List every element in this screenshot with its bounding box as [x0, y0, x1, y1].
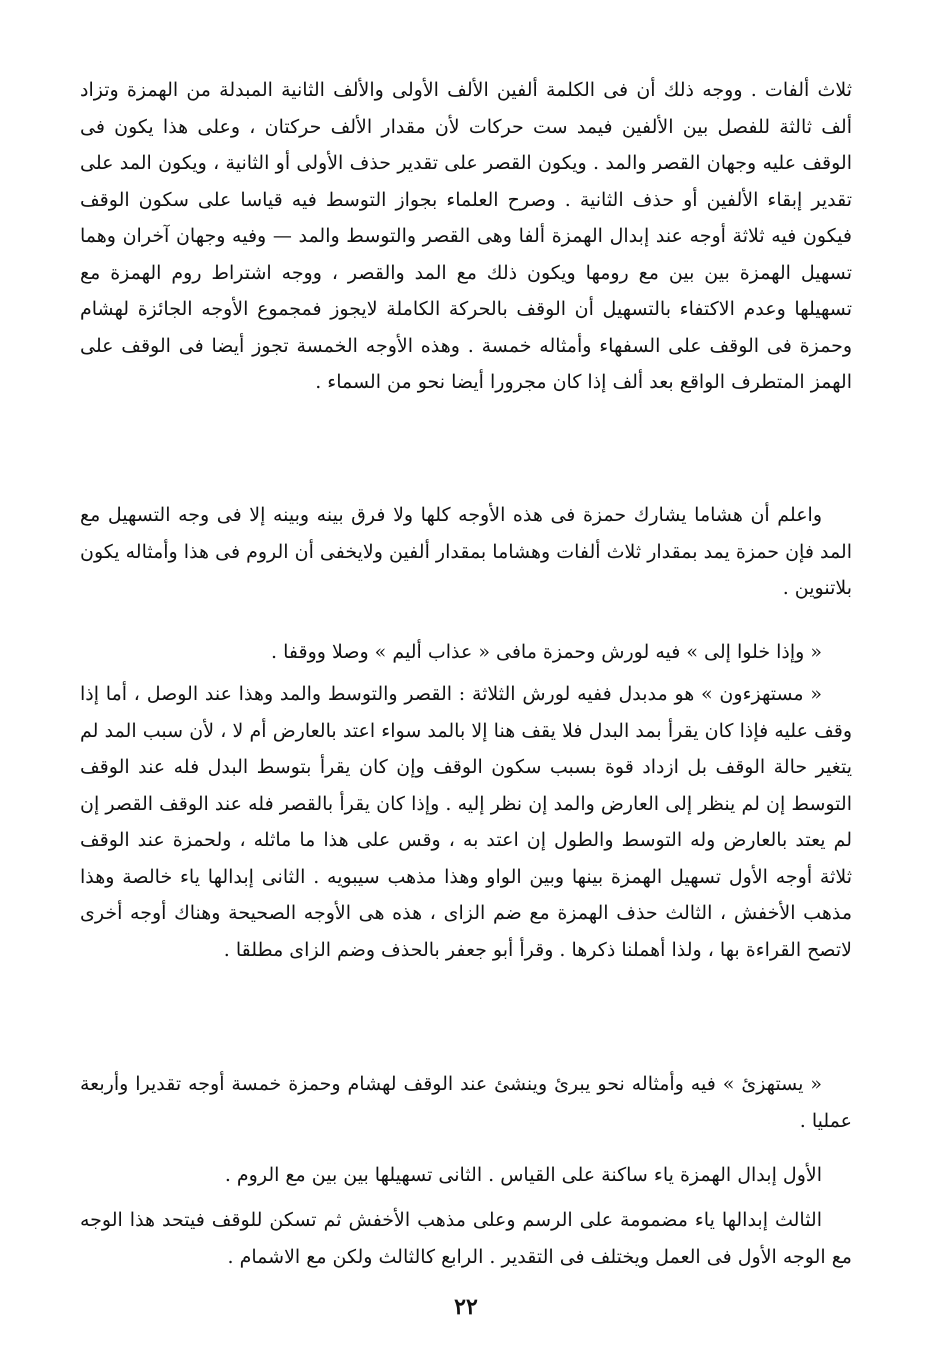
paragraph-1: ثلاث ألفات . ووجه ذلك أن فى الكلمة ألفين الألف الأولى والألف الثانية المبدلة من الهمزة وتزاد ألف ثالثة للفصل بين الألفين فيمد ست حركات لأن مقدار الألف حركتان ، وعلى هذا يكون فى الوقف عليه وجهان القصر والمد . ويكون القصر على تقدير حذف الأولى أو الثانية ، ويكون المد على تقدير إبقاء الألفين أو حذف الثانية . وصرح العلماء بجواز التوسط فيه قياسا على سكون الوقف فيكون فيه ثلاثة أوجه عند إبدال الهمزة ألفا وهى القصر والتوسط والمد — وفيه وجهان آخران وهما تسهيل الهمزة بين بين مع رومها ويكون ذلك مع المد والقصر ، ووجه اشتراط روم الهمزة مع تسهيلها وعدم الاكتفاء بالتسهيل أن الوقف بالحركة الكاملة لايجوز فمجموع الأوجه الجائزة لهشام وحمزة فى الوقف على السفهاء وأمثاله خمسة . وهذه الأوجه الخمسة تجوز أيضا فى الوقف على الهمز المتطرف الواقع بعد ألف إذا كان مجرورا أيضا نحو من السماء .	[80, 79, 852, 393]
page-number: ٢٢	[454, 1294, 478, 1320]
paragraph-6: الأول إبدال الهمزة ياء ساكنة على القياس . الثانى تسهيلها بين بين مع الروم .	[224, 1164, 822, 1186]
paragraph-5: « يستهزئ » فيه وأمثاله نحو يبرئ وينشئ عند الوقف لهشام وحمزة خمسة أوجه تقديرا وأربعة عمليا .	[80, 1073, 852, 1132]
book-page	[80, 72, 852, 1342]
paragraph-7: الثالث إبدالها ياء مضمومة على الرسم وعلى مذهب الأخفش ثم تسكن للوقف فيتحد هذا الوجه مع الوجه الأول فى العمل ويختلف فى التقدير . الرابع كالثالث ولكن مع الاشمام .	[80, 1209, 852, 1268]
paragraph-3: « وإذا خلوا إلى » فيه لورش وحمزة مافى « عذاب أليم » وصلا ووقفا .	[271, 641, 822, 663]
paragraph-2: واعلم أن هشاما يشارك حمزة فى هذه الأوجه كلها ولا فرق بينه وبينه إلا فى وجه التسهيل مع المد فإن حمزة يمد بمقدار ثلاث ألفات وهشاما بمقدار ألفين ولايخفى أن الروم فى هذا وأمثاله يكون بلاتنوين .	[80, 504, 852, 599]
paragraph-4: « مستهزءون » هو مدبدل ففيه لورش الثلاثة : القصر والتوسط والمد وهذا عند الوصل ، أما إذا وقف عليه فإذا كان يقرأ بمد البدل فلا يقف هنا إلا بالمد سواء اعتد بالعارض أم لا ، لأن سبب المد لم يتغير حالة الوقف بل ازداد قوة بسبب سكون الوقف وإن كان يقرأ بتوسط البدل فله عند الوقف التوسط إن لم ينظر إلى العارض والمد إن نظر إليه . وإذا كان يقرأ بالقصر فله عند الوقف القصر إن لم يعتد بالعارض وله التوسط والطول إن اعتد به ، وقس على هذا ما ماثله ، ولحمزة عند الوقف ثلاثة أوجه الأول تسهيل الهمزة بينها وبين الواو وهذا مذهب سيبويه . الثانى إبدالها ياء خالصة وهذا مذهب الأخفش ، الثالث حذف الهمزة مع ضم الزاى ، هذه هى الأوجه الصحيحة وهناك أوجه أخرى لاتصح القراءة بها ، ولذا أهملنا ذكرها . وقرأ أبو جعفر بالحذف وضم الزاى مطلقا .	[80, 683, 852, 961]
